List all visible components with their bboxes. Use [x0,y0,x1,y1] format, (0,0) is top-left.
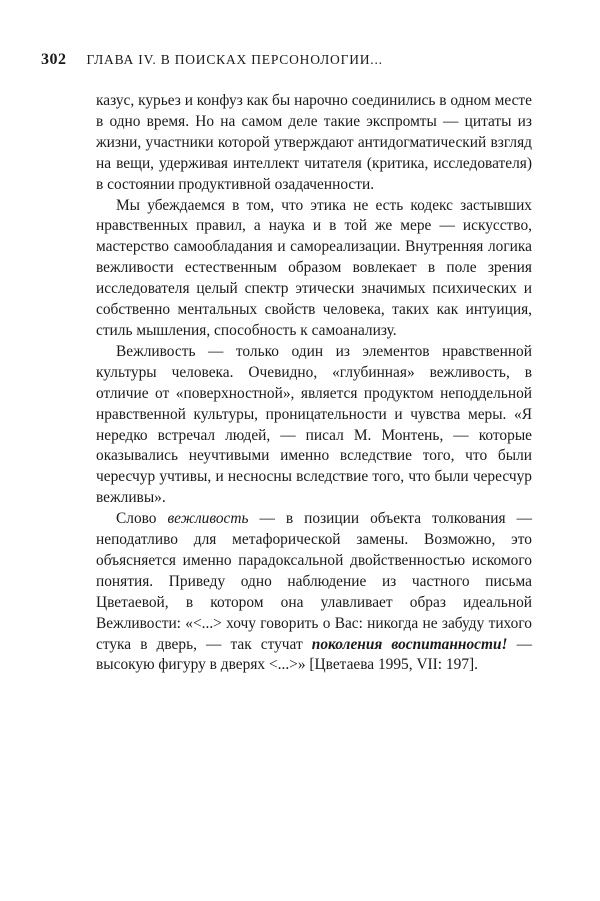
bold-italic-phrase: поколения воспитанности! [311,635,508,653]
running-head: ГЛАВА IV. В ПОИСКАХ ПЕРСОНОЛОГИИ... [86,52,383,67]
paragraph: казус, курьез и конфуз как бы нарочно соединились в одном месте в одно время. Но на самом деле такие экспромты — цитаты из жизни, участники которой утверждают антидогматический взгляд на вещи, удерживая интеллект читателя (критика, исследователя) в состоянии продуктивной озадаченности. [96,92,532,193]
text-run: — в позиции объекта толкования — неподатливо для метафорической замены. Возможно, это объясняется именно парадоксальной двойственностью искомого понятия. Приведу одно наблюдение из частного письма Цветаевой, в котором она улавливает образ идеальной Вежливости: «<...> хочу говорить о Вас: никогда не забуду тихого стука в дверь, — так стучат [96,510,532,653]
text-run: — высокую фигуру в дверях <...>» [Цветаева 1995, VII: 197]. [96,635,532,674]
paragraph: Мы убеждаемся в том, что этика не есть кодекс застывших нравственных правил, а наука и в той же мере — искусство, мастерство самообладания и самореализации. Внутренняя логика вежливости естественным образом вовлекает в поле зрения исследователя целый спектр этически значимых психических и собственно ментальных свойств человека, таких как интуиция, стиль мышления, способность к самоанализу. [96,196,532,339]
text-run: Слово [116,510,168,528]
paragraph: Вежливость — только один из элементов нравственной культуры человека. Очевидно, «глубинная» вежливость, в отличие от «поверхностной», является продуктом неподдельной нравственной культуры, проницательности и чувства меры. «Я нередко встречал людей, — писал М. Монтень, — которые оказывались неучтивыми именно вследствие того, что были чересчур учтивы, и несносны вследствие того, что были чересчур вежливы». [96,342,532,507]
body-text [96,91,532,676]
italic-term: вежливость [167,510,249,528]
page-number: 302 [41,51,67,68]
paragraph [96,509,532,676]
page-header [41,51,560,73]
